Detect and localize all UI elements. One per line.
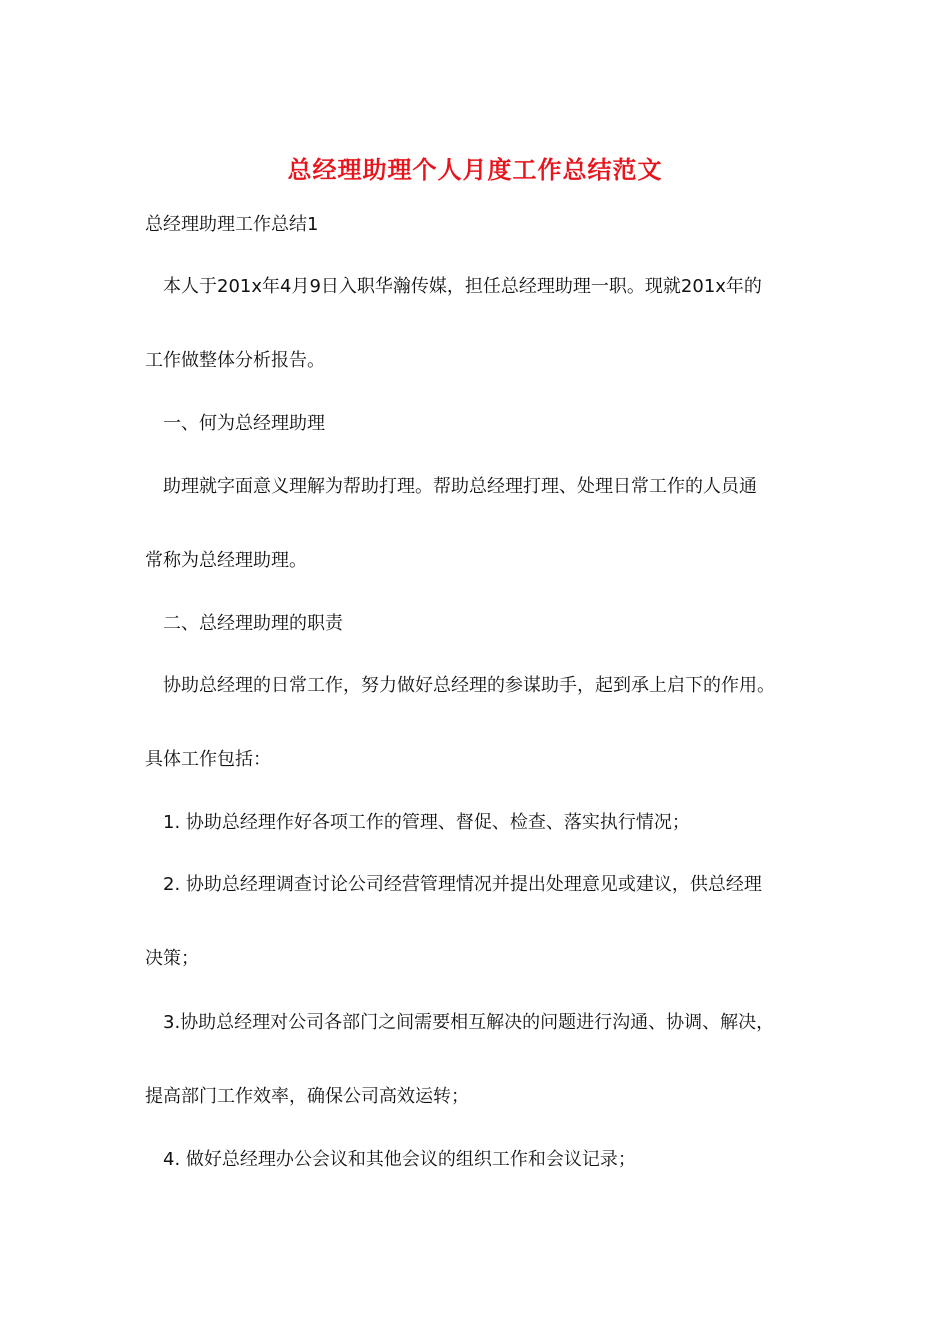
paragraph-line: 具体工作包括： <box>145 749 271 770</box>
list-item: 4. 做好总经理办公会议和其他会议的组织工作和会议记录； <box>163 1149 636 1170</box>
list-item: 2. 协助总经理调查讨论公司经营管理情况并提出处理意见或建议，供总经理 <box>163 874 762 895</box>
list-item-continuation: 决策； <box>145 948 199 969</box>
list-item: 1. 协助总经理作好各项工作的管理、督促、检查、落实执行情况； <box>163 812 690 833</box>
paragraph-line: 工作做整体分析报告。 <box>145 350 325 371</box>
paragraph-line: 协助总经理的日常工作，努力做好总经理的参谋助手，起到承上启下的作用。 <box>163 675 775 696</box>
paragraph-line: 助理就字面意义理解为帮助打理。帮助总经理打理、处理日常工作的人员通 <box>163 476 757 497</box>
list-item: 3.协助总经理对公司各部门之间需要相互解决的问题进行沟通、协调、解决， <box>163 1012 775 1033</box>
subheading: 一、何为总经理助理 <box>163 413 325 434</box>
document-title: 总经理助理个人月度工作总结范文 <box>287 155 663 184</box>
list-item-continuation: 提高部门工作效率，确保公司高效运转； <box>145 1086 469 1107</box>
paragraph-line: 本人于201x年4月9日入职华瀚传媒，担任总经理助理一职。现就201x年的 <box>163 276 762 297</box>
paragraph-line: 常称为总经理助理。 <box>145 550 307 571</box>
subheading: 二、总经理助理的职责 <box>163 613 343 634</box>
section-heading: 总经理助理工作总结1 <box>145 214 319 235</box>
